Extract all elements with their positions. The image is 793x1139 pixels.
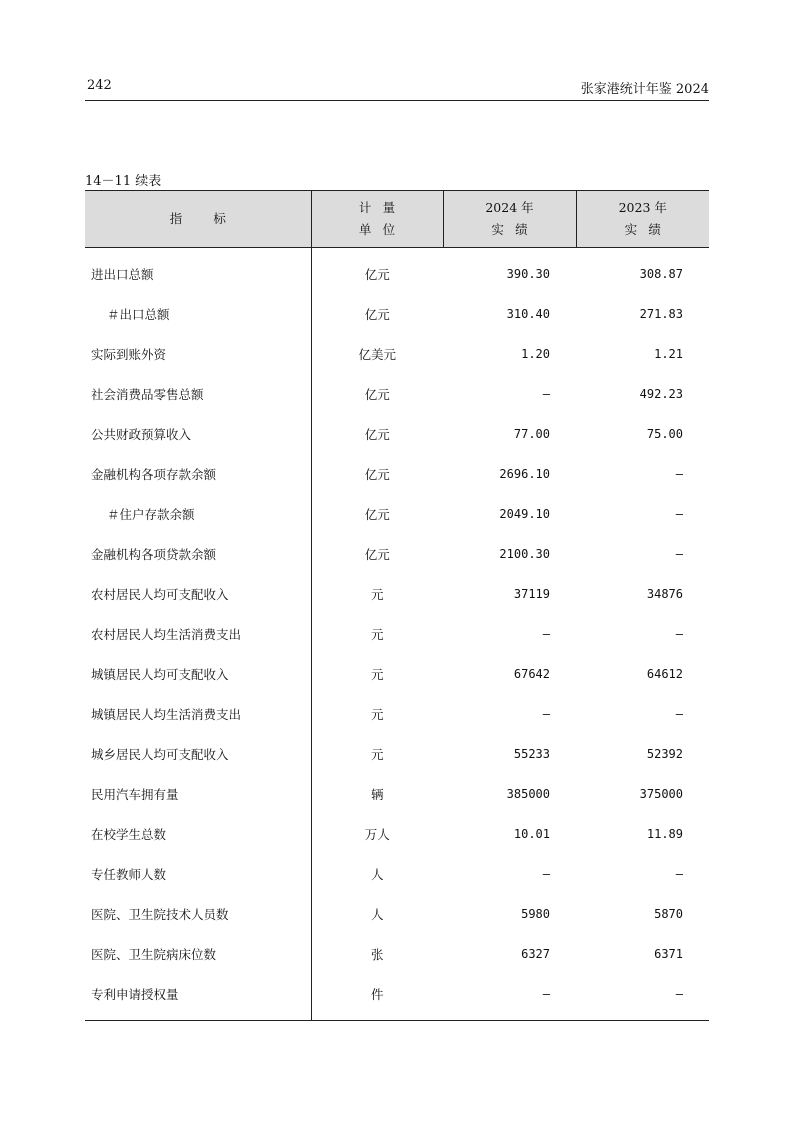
indicator-cell: 进出口总额 <box>91 267 154 282</box>
page-number: 242 <box>87 78 112 93</box>
value-2023-cell: — <box>675 627 683 641</box>
value-2024-cell: — <box>542 867 550 881</box>
unit-cell: 亿元 <box>311 454 443 494</box>
table-row <box>85 614 709 654</box>
table-row <box>85 334 709 374</box>
value-2023-cell: 1.21 <box>654 347 683 361</box>
unit-cell: 元 <box>311 734 443 774</box>
table-row <box>85 294 709 334</box>
indicator-cell: ＃出口总额 <box>107 307 170 322</box>
table-row <box>85 774 709 814</box>
table-row <box>85 894 709 934</box>
table-row <box>85 414 709 454</box>
indicator-cell: 农村居民人均生活消费支出 <box>91 627 242 642</box>
unit-cell: 人 <box>311 894 443 934</box>
table-row <box>85 494 709 534</box>
unit-cell: 元 <box>311 614 443 654</box>
table-row <box>85 734 709 774</box>
header-year-2024 <box>443 191 576 248</box>
table-row <box>85 654 709 694</box>
header-year-2024-line1: 2024 年 <box>485 200 534 215</box>
table-row <box>85 814 709 854</box>
unit-cell: 亿元 <box>311 374 443 414</box>
value-2024-cell: 6327 <box>521 947 550 961</box>
indicator-cell: 在校学生总数 <box>91 827 167 842</box>
table-header <box>85 191 709 248</box>
table-row <box>85 694 709 734</box>
unit-cell: 亿元 <box>311 414 443 454</box>
header-year-2023-line1: 2023 年 <box>618 200 667 215</box>
indicator-cell: 专任教师人数 <box>91 867 167 882</box>
value-2023-cell: 11.89 <box>646 827 683 841</box>
indicator-cell: 民用汽车拥有量 <box>91 787 179 802</box>
value-2024-cell: 390.30 <box>506 267 550 281</box>
statistics-table <box>85 190 709 1021</box>
header-indicator <box>85 191 311 248</box>
value-2023-cell: 492.23 <box>639 387 683 401</box>
value-2023-cell: — <box>675 467 683 481</box>
value-2024-cell: 385000 <box>506 787 550 801</box>
indicator-cell: 城乡居民人均可支配收入 <box>91 747 229 762</box>
unit-cell: 亿元 <box>311 294 443 334</box>
table-row <box>85 374 709 414</box>
header-indicator-label: 指标 <box>169 211 258 226</box>
value-2024-cell: 310.40 <box>506 307 550 321</box>
table-caption: 14－11 续表 <box>85 174 162 189</box>
indicator-cell: 医院、卫生院病床位数 <box>91 947 217 962</box>
value-2023-cell: 52392 <box>646 747 683 761</box>
table-row <box>85 974 709 1021</box>
indicator-cell: 实际到账外资 <box>91 347 167 362</box>
value-2024-cell: — <box>542 627 550 641</box>
indicator-cell: 城镇居民人均可支配收入 <box>91 667 229 682</box>
value-2024-cell: 10.01 <box>513 827 550 841</box>
value-2024-cell: 2100.30 <box>499 547 550 561</box>
header-year-2023 <box>576 191 709 248</box>
value-2023-cell: — <box>675 547 683 561</box>
unit-cell: 亿元 <box>311 534 443 574</box>
unit-cell: 元 <box>311 574 443 614</box>
table-row <box>85 534 709 574</box>
header-year-2024-line2: 实绩 <box>491 222 539 237</box>
value-2024-cell: 55233 <box>513 747 550 761</box>
header-unit <box>311 191 443 248</box>
value-2024-cell: 2049.10 <box>499 507 550 521</box>
indicator-cell: 公共财政预算收入 <box>91 427 192 442</box>
indicator-cell: 农村居民人均可支配收入 <box>91 587 229 602</box>
page-header <box>85 78 709 101</box>
unit-cell: 万人 <box>311 814 443 854</box>
indicator-cell: 金融机构各项存款余额 <box>91 467 217 482</box>
table-row <box>85 454 709 494</box>
book-title: 张家港统计年鉴 2024 <box>580 82 709 97</box>
value-2023-cell: 6371 <box>654 947 683 961</box>
indicator-cell: 医院、卫生院技术人员数 <box>91 907 229 922</box>
indicator-cell: 城镇居民人均生活消费支出 <box>91 707 242 722</box>
unit-cell: 元 <box>311 654 443 694</box>
table-row <box>85 574 709 614</box>
value-2023-cell: 5870 <box>654 907 683 921</box>
unit-cell: 亿元 <box>311 248 443 295</box>
value-2024-cell: 5980 <box>521 907 550 921</box>
value-2024-cell: — <box>443 974 576 1021</box>
indicator-cell: ＃住户存款余额 <box>107 507 195 522</box>
indicator-cell: 专利申请授权量 <box>85 974 311 1021</box>
header-year-2023-line2: 实绩 <box>624 222 673 237</box>
value-2024-cell: — <box>542 387 550 401</box>
value-2023-cell: 64612 <box>646 667 683 681</box>
unit-cell: 张 <box>311 934 443 974</box>
value-2023-cell: 271.83 <box>639 307 683 321</box>
header-unit-line2: 单位 <box>358 222 407 237</box>
value-2024-cell: 77.00 <box>513 427 550 441</box>
value-2024-cell: — <box>542 707 550 721</box>
unit-cell: 亿美元 <box>311 334 443 374</box>
table-row <box>85 248 709 295</box>
header-row <box>85 191 709 248</box>
header-unit-line1: 计量 <box>358 200 407 215</box>
value-2023-cell: 308.87 <box>639 267 683 281</box>
value-2024-cell: 67642 <box>513 667 550 681</box>
unit-cell: 辆 <box>311 774 443 814</box>
value-2024-cell: 37119 <box>513 587 550 601</box>
unit-cell: 人 <box>311 854 443 894</box>
unit-cell: 件 <box>311 974 443 1021</box>
table-row <box>85 934 709 974</box>
value-2023-cell: 75.00 <box>646 427 683 441</box>
value-2023-cell: 34876 <box>646 587 683 601</box>
indicator-cell: 金融机构各项贷款余额 <box>91 547 217 562</box>
value-2023-cell: 375000 <box>639 787 683 801</box>
table-row <box>85 854 709 894</box>
table-body <box>85 248 709 1021</box>
value-2023-cell: — <box>576 974 709 1021</box>
unit-cell: 元 <box>311 694 443 734</box>
value-2024-cell: 2696.10 <box>499 467 550 481</box>
value-2024-cell: 1.20 <box>521 347 550 361</box>
value-2023-cell: — <box>675 867 683 881</box>
unit-cell: 亿元 <box>311 494 443 534</box>
value-2023-cell: — <box>675 507 683 521</box>
value-2023-cell: — <box>675 707 683 721</box>
indicator-cell: 社会消费品零售总额 <box>91 387 204 402</box>
